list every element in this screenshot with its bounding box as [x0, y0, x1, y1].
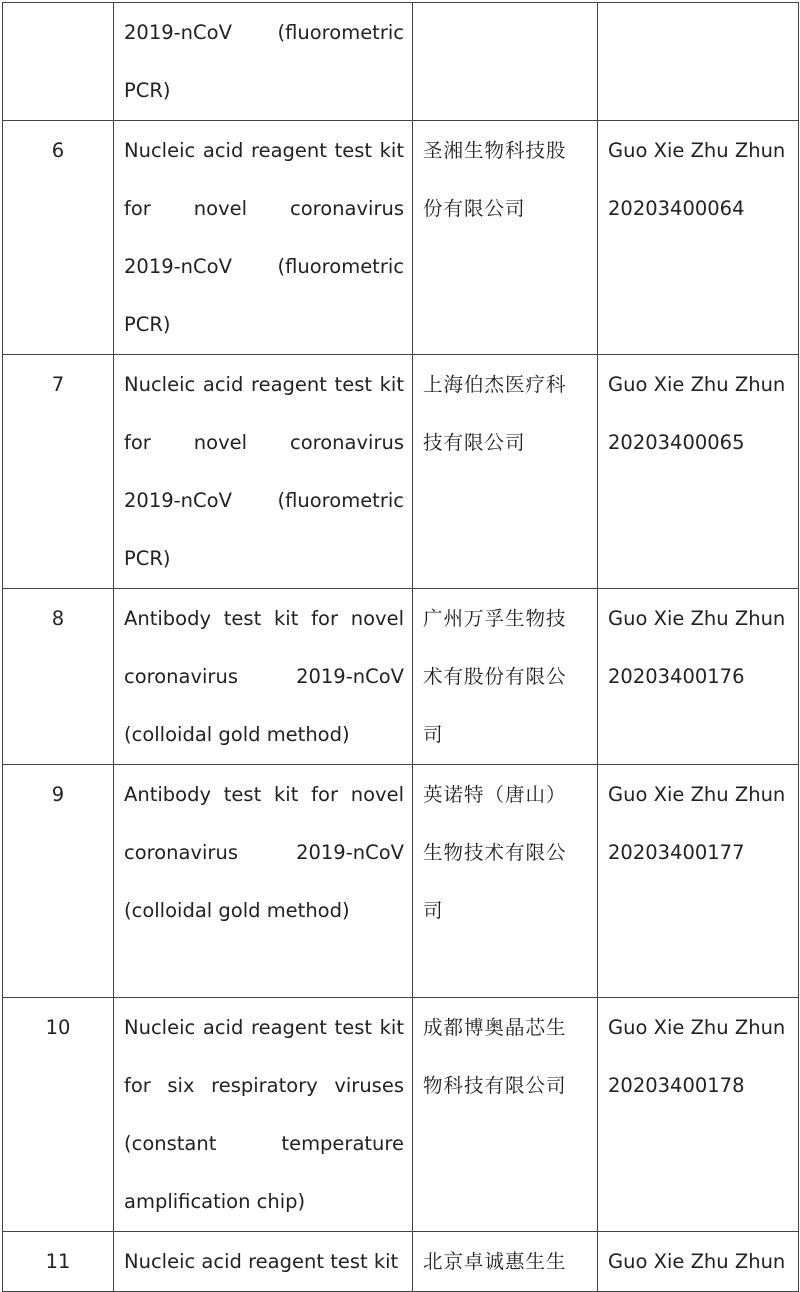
table-row — [3, 3, 799, 121]
product-name-line: for six respiratory viruses — [124, 1074, 404, 1097]
row-number: 7 — [51, 373, 65, 396]
row-number-cell — [3, 3, 114, 121]
table-row — [3, 355, 799, 589]
row-number-cell — [3, 121, 114, 355]
product-name-line: 2019-nCoV (fluorometric — [124, 255, 404, 278]
company-name-line: 成都博奥晶芯生 — [423, 1016, 567, 1039]
registration-number-line: 20203400065 — [608, 431, 745, 454]
product-name-line: coronavirus 2019-nCoV — [124, 841, 404, 864]
company-name-line: 物科技有限公司 — [423, 1074, 567, 1097]
product-name-line: PCR) — [124, 313, 171, 336]
registration-number-line: Guo Xie Zhu Zhun — [608, 139, 786, 162]
product-name-cell — [114, 121, 413, 355]
product-name-line: Antibody test kit for novel — [124, 783, 404, 806]
company-cell — [413, 121, 598, 355]
company-name-line: 份有限公司 — [423, 197, 526, 220]
product-name-line: (constant temperature — [124, 1132, 404, 1155]
table-row — [3, 589, 799, 765]
company-name-line: 技有限公司 — [423, 431, 526, 454]
product-name-line: (colloidal gold method) — [124, 723, 350, 746]
registration-table — [2, 2, 799, 1292]
registration-cell — [598, 1232, 799, 1292]
product-name-cell — [114, 589, 413, 765]
row-number-cell — [3, 355, 114, 589]
product-name-line: 2019-nCoV (fluorometric — [124, 21, 404, 44]
product-name-line: Nucleic acid reagent test kit — [124, 139, 404, 162]
registration-number-line: 20203400176 — [608, 665, 745, 688]
company-name-line: 术有股份有限公 — [423, 665, 567, 688]
row-number-cell — [3, 765, 114, 998]
company-name-line: 广州万孚生物技 — [423, 607, 567, 630]
product-name-line: Nucleic acid reagent test kit — [124, 1250, 399, 1273]
registration-number-line: 20203400064 — [608, 197, 745, 220]
product-name-cell — [114, 355, 413, 589]
row-number: 8 — [51, 607, 65, 630]
product-name-cell — [114, 998, 413, 1232]
product-name-line: Nucleic acid reagent test kit — [124, 373, 404, 396]
product-name-line: coronavirus 2019-nCoV — [124, 665, 404, 688]
registration-cell — [598, 765, 799, 998]
product-name-line: for novel coronavirus — [124, 431, 404, 454]
company-cell — [413, 1232, 598, 1292]
registration-number-line: Guo Xie Zhu Zhun — [608, 1250, 786, 1273]
table-body — [3, 3, 799, 1292]
table-row — [3, 765, 799, 998]
table-row — [3, 121, 799, 355]
row-number: 11 — [45, 1250, 71, 1273]
registration-cell — [598, 355, 799, 589]
product-name-line: Antibody test kit for novel — [124, 607, 404, 630]
product-name-line: for novel coronavirus — [124, 197, 404, 220]
row-number-cell — [3, 589, 114, 765]
row-number: 6 — [51, 139, 65, 162]
company-name-line: 上海伯杰医疗科 — [423, 373, 567, 396]
company-name-line: 圣湘生物科技股 — [423, 139, 567, 162]
company-cell — [413, 998, 598, 1232]
registration-number-line: 20203400177 — [608, 841, 745, 864]
registration-cell — [598, 589, 799, 765]
product-name-cell — [114, 765, 413, 998]
row-number-cell — [3, 998, 114, 1232]
registration-number-line: 20203400178 — [608, 1074, 745, 1097]
product-name-line: amplification chip) — [124, 1190, 306, 1213]
company-name-line: 司 — [423, 899, 444, 922]
product-name-cell — [114, 3, 413, 121]
company-cell — [413, 3, 598, 121]
product-name-line: PCR) — [124, 79, 171, 102]
product-name-line: 2019-nCoV (fluorometric — [124, 489, 404, 512]
company-name-line: 北京卓诚惠生生 — [423, 1250, 567, 1273]
product-name-line: Nucleic acid reagent test kit — [124, 1016, 404, 1039]
product-name-line: (colloidal gold method) — [124, 899, 350, 922]
registration-number-line: Guo Xie Zhu Zhun — [608, 1016, 786, 1039]
row-number-cell — [3, 1232, 114, 1292]
product-name-cell — [114, 1232, 413, 1292]
registration-cell — [598, 121, 799, 355]
registration-number-line: Guo Xie Zhu Zhun — [608, 783, 786, 806]
company-cell — [413, 589, 598, 765]
company-name-line: 生物技术有限公 — [423, 841, 567, 864]
product-name-line: PCR) — [124, 547, 171, 570]
company-name-line: 英诺特（唐山） — [423, 783, 567, 806]
registration-number-line: Guo Xie Zhu Zhun — [608, 607, 786, 630]
registration-number-line: Guo Xie Zhu Zhun — [608, 373, 786, 396]
table-row — [3, 1232, 799, 1292]
company-name-line: 司 — [423, 723, 444, 746]
table-row — [3, 998, 799, 1232]
company-cell — [413, 765, 598, 998]
registration-cell — [598, 3, 799, 121]
company-cell — [413, 355, 598, 589]
row-number: 10 — [45, 1016, 71, 1039]
row-number: 9 — [51, 783, 65, 806]
registration-cell — [598, 998, 799, 1232]
